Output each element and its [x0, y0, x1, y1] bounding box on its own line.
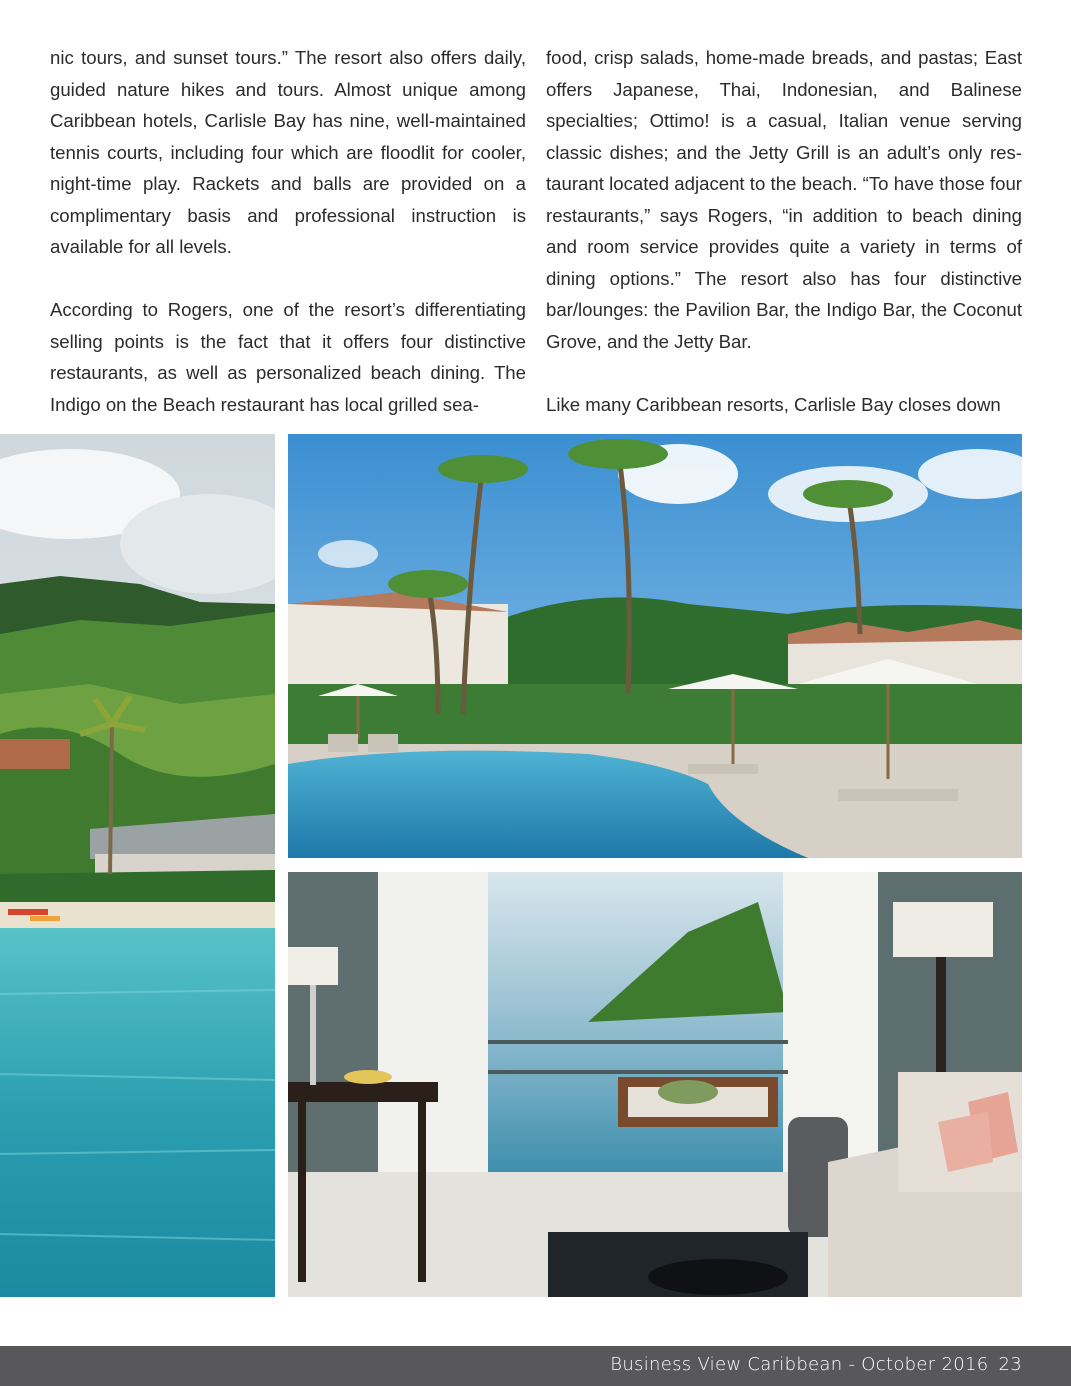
footer-bar [0, 1346, 1071, 1386]
paragraph: nic tours, and sunset tours.” The resort also offers daily, guided nature hikes and tours. Almost unique among Caribbean hotels, Carlisle Bay has nine, well-maintained tennis courts, including four which are floodlit for cooler, night-time play. Rackets and balls are provided on a complimentary basis and professional instruction is available for all levels. [50, 47, 526, 257]
room-photo [288, 872, 1022, 1297]
footer-text [600, 1354, 1022, 1375]
article-column-right [546, 42, 1022, 420]
pool-photo [288, 434, 1022, 858]
page-number: 23 [998, 1354, 1022, 1375]
paragraph: According to Rogers, one of the resort’s differentiating selling points is the fact that it offers four distinctive restaurants, as well as personalized beach dining. The Indigo on the Beach restaurant has local grilled sea- [50, 299, 526, 415]
paragraph: Like many Caribbean resorts, Carlisle Bay closes down [546, 393, 1001, 415]
publication-credit: Business View Caribbean - October 2016 [610, 1354, 989, 1375]
bay-photo [0, 434, 275, 1297]
paragraph: food, crisp salads, home-made breads, and pastas; East offers Japanese, Thai, Indonesian, and Balinese specialties; Ottimo! is a casual, Italian venue serving classic dishes; and the Jetty Grill is an adult’s only restaurant located adjacent to the beach. “To have those four restaurants,” says Rogers, “in addition to beach dining and room service provides quite a variety in terms of dining options.” The resort also has four distinctive bar/lounges: the Pavilion Bar, the Indigo Bar, the Coconut Grove, and the Jetty Bar. [546, 47, 1022, 352]
article-column-left [50, 42, 526, 420]
